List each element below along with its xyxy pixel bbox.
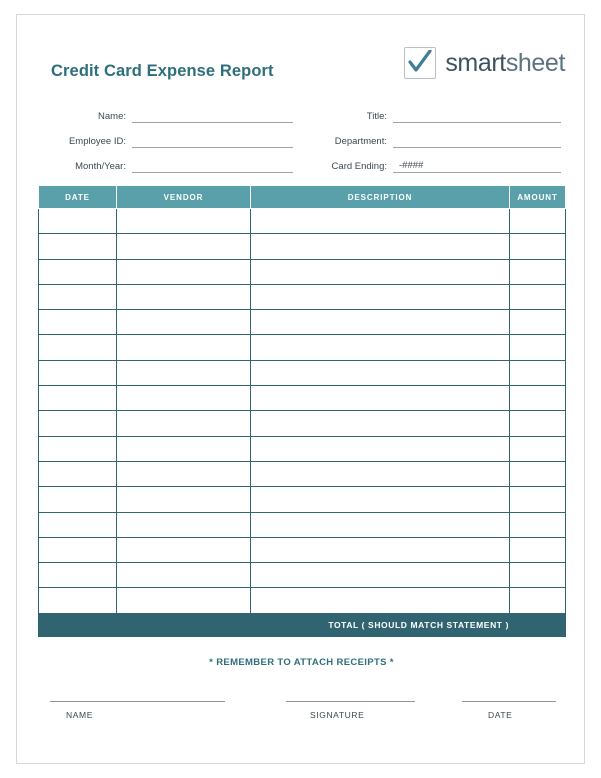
cell-vendor[interactable] <box>117 335 251 360</box>
table-row[interactable] <box>39 563 566 588</box>
cell-description[interactable] <box>251 284 510 309</box>
signature-block-signature <box>286 701 415 720</box>
cell-date[interactable] <box>39 461 117 486</box>
signature-block-name <box>50 701 225 720</box>
cell-description[interactable] <box>251 259 510 284</box>
cell-amount[interactable] <box>510 310 566 335</box>
receipt-reminder: * REMEMBER TO ATTACH RECEIPTS * <box>209 656 394 668</box>
field-department-label: Department: <box>334 136 387 147</box>
cell-description[interactable] <box>251 461 510 486</box>
month-year-input[interactable] <box>132 159 293 173</box>
table-row[interactable] <box>39 537 566 562</box>
field-card-ending-value: -#### <box>399 160 424 171</box>
table-header-row <box>39 186 566 209</box>
field-month-year <box>38 157 293 173</box>
cell-amount[interactable] <box>510 360 566 385</box>
cell-amount[interactable] <box>510 335 566 360</box>
cell-vendor[interactable] <box>117 234 251 259</box>
cell-vendor[interactable] <box>117 436 251 461</box>
cell-vendor[interactable] <box>117 209 251 234</box>
cell-vendor[interactable] <box>117 512 251 537</box>
cell-description[interactable] <box>251 310 510 335</box>
field-name-label: Name: <box>98 111 126 122</box>
table-row[interactable] <box>39 512 566 537</box>
signature-line[interactable] <box>286 701 415 702</box>
cell-description[interactable] <box>251 436 510 461</box>
cell-description[interactable] <box>251 209 510 234</box>
cell-amount[interactable] <box>510 209 566 234</box>
cell-amount[interactable] <box>510 563 566 588</box>
column-header-date: DATE <box>39 186 117 209</box>
cell-date[interactable] <box>39 310 117 335</box>
table-row[interactable] <box>39 335 566 360</box>
table-row[interactable] <box>39 209 566 234</box>
cell-date[interactable] <box>39 487 117 512</box>
cell-amount[interactable] <box>510 588 566 613</box>
signature-label-signature: SIGNATURE <box>310 709 365 720</box>
expense-report-sheet <box>16 14 585 764</box>
cell-date[interactable] <box>39 563 117 588</box>
table-row[interactable] <box>39 310 566 335</box>
signature-label-name: NAME <box>66 709 93 720</box>
cell-vendor[interactable] <box>117 411 251 436</box>
table-body <box>39 209 566 637</box>
field-name <box>38 107 293 123</box>
cell-amount[interactable] <box>510 487 566 512</box>
cell-date[interactable] <box>39 335 117 360</box>
column-header-amount: AMOUNT <box>510 186 566 209</box>
cell-description[interactable] <box>251 386 510 411</box>
cell-vendor[interactable] <box>117 588 251 613</box>
table-row[interactable] <box>39 386 566 411</box>
cell-date[interactable] <box>39 512 117 537</box>
field-employee-id-label: Employee ID: <box>68 136 126 147</box>
cell-date[interactable] <box>39 537 117 562</box>
cell-amount[interactable] <box>510 284 566 309</box>
cell-date[interactable] <box>39 284 117 309</box>
cell-vendor[interactable] <box>117 487 251 512</box>
field-title <box>310 107 561 123</box>
cell-date[interactable] <box>39 234 117 259</box>
employee-id-input[interactable] <box>132 134 293 148</box>
cell-amount[interactable] <box>510 259 566 284</box>
column-header-description: DESCRIPTION <box>251 186 510 209</box>
table-row[interactable] <box>39 487 566 512</box>
cell-vendor[interactable] <box>117 563 251 588</box>
document-header <box>38 33 565 95</box>
total-label: TOTAL ( SHOULD MATCH STATEMENT ) <box>39 613 510 636</box>
field-employee-id <box>38 132 293 148</box>
field-department <box>310 132 561 148</box>
table-row[interactable] <box>39 436 566 461</box>
table-row[interactable] <box>39 259 566 284</box>
cell-vendor[interactable] <box>117 461 251 486</box>
table-total-row <box>39 613 566 636</box>
card-ending-input[interactable] <box>393 159 561 173</box>
column-header-vendor: VENDOR <box>117 186 251 209</box>
logo-text-bold: smart <box>445 48 506 77</box>
cell-amount[interactable] <box>510 436 566 461</box>
cell-description[interactable] <box>251 537 510 562</box>
cell-date[interactable] <box>39 588 117 613</box>
cell-description[interactable] <box>251 563 510 588</box>
cell-date[interactable] <box>39 360 117 385</box>
checkmark-icon <box>404 47 436 79</box>
date-signature-line[interactable] <box>462 701 556 702</box>
cell-date[interactable] <box>39 411 117 436</box>
sheet-content <box>38 33 565 741</box>
table-row[interactable] <box>39 284 566 309</box>
cell-description[interactable] <box>251 588 510 613</box>
cell-date[interactable] <box>39 386 117 411</box>
cell-amount[interactable] <box>510 386 566 411</box>
table-row[interactable] <box>39 234 566 259</box>
name-signature-line[interactable] <box>50 701 225 702</box>
signature-label-date: DATE <box>488 709 513 720</box>
cell-amount[interactable] <box>510 537 566 562</box>
department-input[interactable] <box>393 134 561 148</box>
table-row[interactable] <box>39 360 566 385</box>
logo-text-light: sheet <box>505 48 565 77</box>
table-row[interactable] <box>39 588 566 613</box>
cell-vendor[interactable] <box>117 360 251 385</box>
cell-description[interactable] <box>251 335 510 360</box>
title-input[interactable] <box>393 109 561 123</box>
page-title: Credit Card Expense Report <box>51 62 274 80</box>
cell-amount[interactable] <box>510 234 566 259</box>
cell-amount[interactable] <box>510 461 566 486</box>
cell-vendor[interactable] <box>117 537 251 562</box>
name-input[interactable] <box>132 109 293 123</box>
table-row[interactable] <box>39 411 566 436</box>
cell-date[interactable] <box>39 436 117 461</box>
cell-description[interactable] <box>251 360 510 385</box>
cell-vendor[interactable] <box>117 284 251 309</box>
field-card-ending <box>310 157 561 173</box>
cell-description[interactable] <box>251 487 510 512</box>
expense-table <box>38 185 566 637</box>
signature-block-date <box>462 701 556 720</box>
cell-description[interactable] <box>251 512 510 537</box>
form-fields <box>38 107 565 181</box>
total-amount-cell[interactable] <box>510 613 566 636</box>
cell-description[interactable] <box>251 234 510 259</box>
cell-date[interactable] <box>39 259 117 284</box>
logo-wordmark <box>445 49 565 78</box>
field-title-label: Title: <box>366 111 387 122</box>
smartsheet-logo <box>404 47 565 79</box>
field-card-ending-label: Card Ending: <box>331 161 387 172</box>
cell-vendor[interactable] <box>117 259 251 284</box>
cell-vendor[interactable] <box>117 386 251 411</box>
cell-amount[interactable] <box>510 512 566 537</box>
cell-date[interactable] <box>39 209 117 234</box>
cell-vendor[interactable] <box>117 310 251 335</box>
signature-section <box>38 701 565 741</box>
cell-description[interactable] <box>251 411 510 436</box>
cell-amount[interactable] <box>510 411 566 436</box>
table-row[interactable] <box>39 461 566 486</box>
field-month-year-label: Month/Year: <box>75 161 126 172</box>
